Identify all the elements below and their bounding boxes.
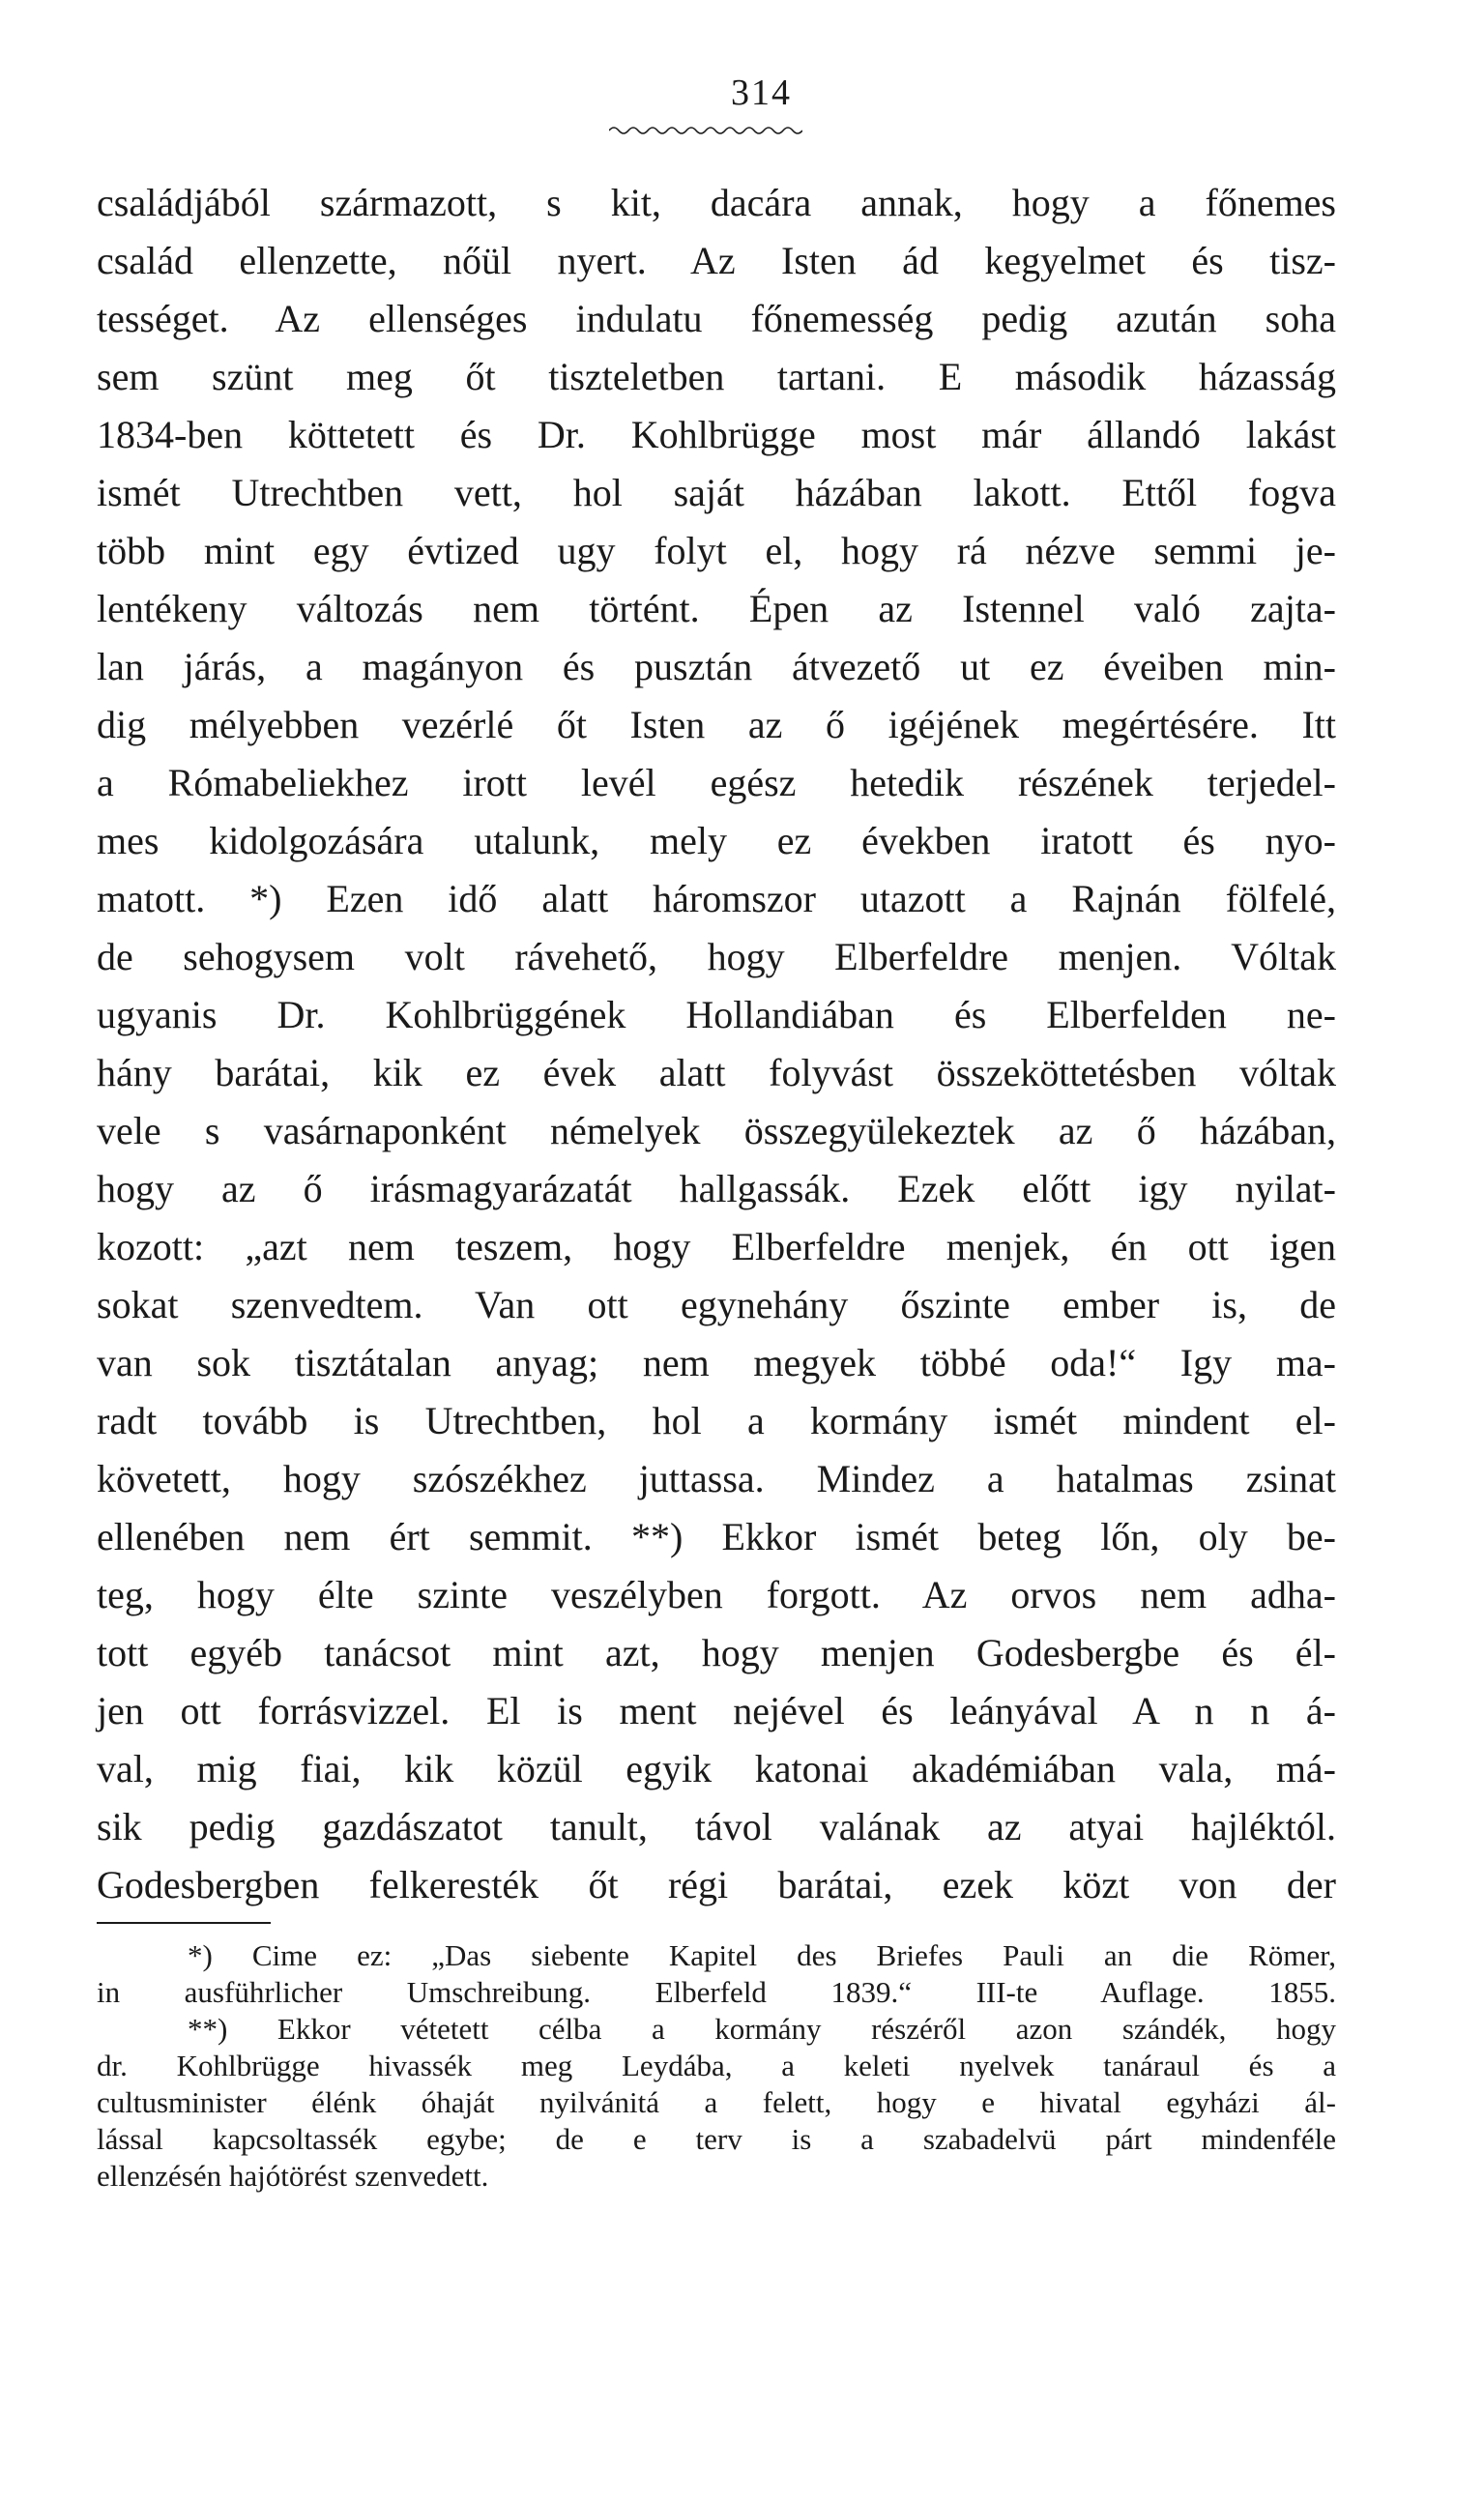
footnote-divider [97,1922,271,1924]
body-line: lan járás, a magányon és pusztán átvezető ut ez éveiben min- [97,645,1336,688]
footnote-line: cultusminister élénk óhaját nyilvánitá a felett, hogy e hivatal egyházi ál- [97,2085,1336,2119]
body-line: sik pedig gazdászatot tanult, távol valának az atyai hajléktól. [97,1805,1336,1848]
body-line: de sehogysem volt rávehető, hogy Elberfeldre menjen. Vóltak [97,935,1336,978]
body-line: ellenében nem ért semmit. **) Ekkor ismét beteg lőn, oly be- [97,1515,1336,1558]
body-line: matott. *) Ezen idő alatt háromszor utazott a Rajnán fölfelé, [97,877,1336,920]
body-line: ugyanis Dr. Kohlbrüggének Hollandiában és Elberfelden ne- [97,993,1336,1036]
body-line: tott egyéb tanácsot mint azt, hogy menjen Godesbergbe és él- [97,1631,1336,1674]
body-line: mes kidolgozására utalunk, mely ez években iratott és nyo- [97,819,1336,862]
footnote-1 [97,1937,1336,2011]
body-line: sem szünt meg őt tiszteletben tartani. E második házasság [97,355,1336,398]
footnote-line: lással kapcsoltassék egybe; de e terv is a szabadelvü párt mindenféle [97,2122,1336,2156]
body-line: vele s vasárnaponként némelyek összegyülekeztek az ő házában, [97,1109,1336,1152]
body-line: radt tovább is Utrechtben, hol a kormány ismét mindent el- [97,1399,1336,1442]
body-line: dig mélyebben vezérlé őt Isten az ő igéjének megértésére. Itt [97,703,1336,746]
footnote-line: dr. Kohlbrügge hivassék meg Leydába, a keleti nyelvek tanáraul és a [97,2049,1336,2082]
body-line: 1834-ben köttetett és Dr. Kohlbrügge most már állandó lakást [97,413,1336,456]
footnote-line: ellenzésén hajótörést szenvedett. [97,2159,489,2193]
body-line: jen ott forrásvizzel. El is ment nejével és leányával A n n á- [97,1689,1336,1732]
body-line: a Rómabeliekhez irott levél egész hetedik részének terjedel- [97,761,1336,804]
footnote-line: in ausführlicher Umschreibung. Elberfeld 1839.“ III-te Auflage. 1855. [97,1975,1336,2009]
page-number: 314 [731,73,792,113]
body-line: sokat szenvedtem. Van ott egynehány őszinte ember is, de [97,1283,1336,1326]
body-line: tességet. Az ellenséges indulatu főnemesség pedig azután soha [97,297,1336,340]
footnote-2 [97,2011,1336,2195]
body-line: van sok tisztátalan anyag; nem megyek többé oda!“ Igy ma- [97,1341,1336,1384]
footnotes [97,1937,1336,2195]
body-line: ismét Utrechtben vett, hol saját házában lakott. Ettől fogva [97,471,1336,514]
body-line: hogy az ő irásmagyarázatát hallgassák. Ezek előtt igy nyilat- [97,1167,1336,1210]
body-line: több mint egy évtized ugy folyt el, hogy rá nézve semmi je- [97,529,1336,572]
body-text [97,174,1336,1914]
page-header [0,72,1484,114]
body-line: val, mig fiai, kik közül egyik katonai akadémiában vala, má- [97,1747,1336,1790]
footnote-line: **) Ekkor vétetett célba a kormány részéről azon szándék, hogy [188,2012,1336,2046]
body-line: család ellenzette, nőül nyert. Az Isten ád kegyelmet és tisz- [97,239,1336,282]
body-line: kozott: „azt nem teszem, hogy Elberfeldre menjek, én ott igen [97,1225,1336,1268]
body-line: Godesbergben felkeresték őt régi barátai, ezek közt von der [97,1863,1336,1906]
body-line: hány barátai, kik ez évek alatt folyvást összeköttetésben vóltak [97,1051,1336,1094]
footnote-line: *) Cime ez: „Das siebente Kapitel des Briefes Pauli an die Römer, [188,1938,1336,1972]
body-line: lentékeny változás nem történt. Épen az Istennel való zajta- [97,587,1336,630]
body-line: teg, hogy élte szinte veszélyben forgott. Az orvos nem adha- [97,1573,1336,1616]
body-line: családjából származott, s kit, dacára annak, hogy a főnemes [97,181,1336,224]
body-line: követett, hogy szószékhez juttassa. Mindez a hatalmas zsinat [97,1457,1336,1500]
wavy-ornament-icon [609,124,802,137]
